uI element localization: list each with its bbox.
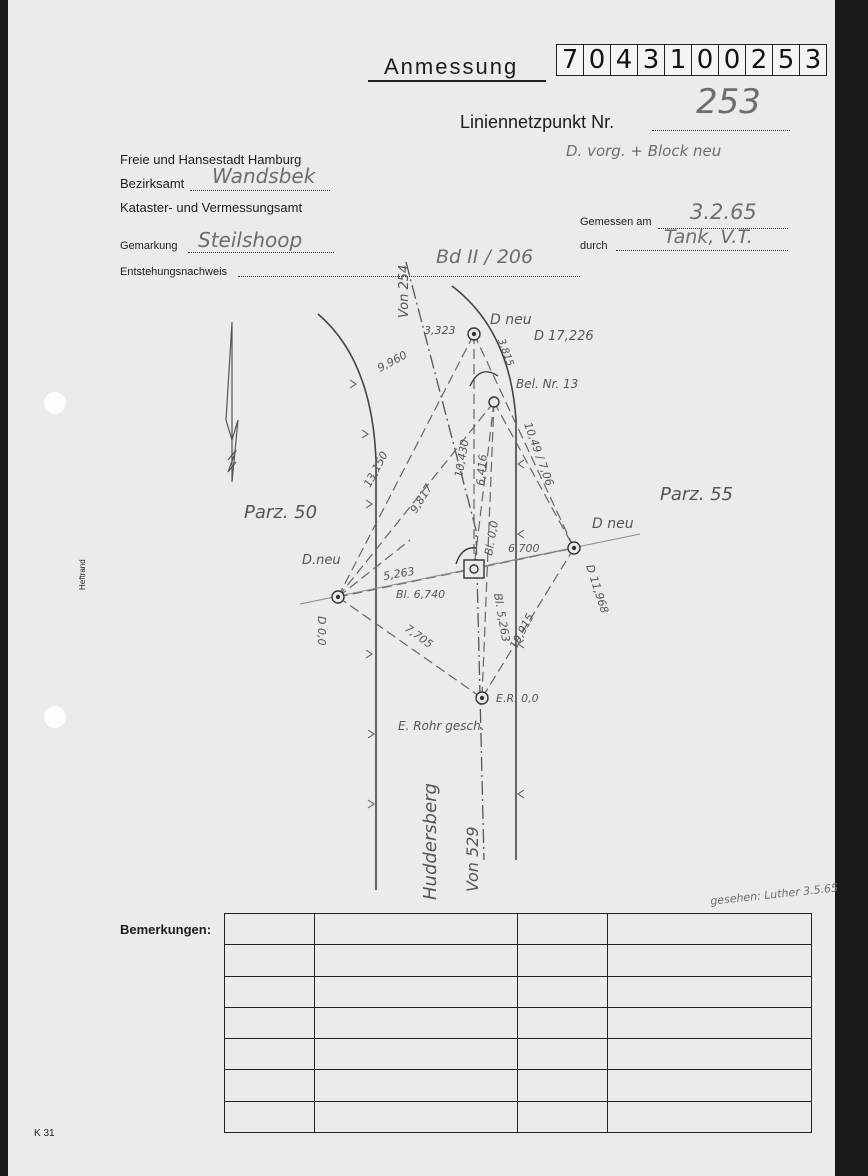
digit: 1 [665,45,692,75]
authority-line3: Kataster- und Vermessungsamt [120,200,303,215]
measure-3323: 3,323 [424,324,456,337]
remarks-table [224,913,812,1133]
table-row [225,914,812,945]
measure-13150: 13,150 [361,449,391,490]
form-title: Anmessung [384,54,519,79]
label-bel-nr: Bel. Nr. 13 [516,377,579,391]
table-row [225,976,812,1007]
label-bl-5263: Bl. 5,263 [491,592,513,643]
table-row [225,1007,812,1038]
liniennetzpunkt-label: Liniennetzpunkt Nr. [460,112,615,132]
measure-6416: 6,416 [474,453,490,487]
label-d-neu-right: D neu [592,516,634,532]
label-d-left-value: D 0,0 [315,616,328,646]
label-bl-6740: Bl. 6,740 [396,588,446,601]
gemarkung-value: Steilshoop [198,228,303,252]
measure-9960: 9,960 [375,348,410,375]
measure-10430: 10,430 [452,438,472,479]
label-er: E.R. 0,0 [496,692,539,705]
durch-value: Tank, V.T. [664,226,753,248]
road-edge-left [318,314,376,890]
entstehung-value: Bd II / 206 [436,246,534,268]
measure-7705: 7,705 [402,621,436,651]
gemarkung-label: Gemarkung [120,240,178,252]
label-d-neu-left: D.neu [302,553,341,568]
parcel-right-label: Parz. 55 [660,484,734,505]
label-d-top-value: D 17,226 [534,329,594,344]
label-d-right-value: D 11,968 [583,562,612,615]
digit: 5 [773,45,800,75]
digit: 3 [804,45,822,75]
street-from-label: Von 529 [463,826,482,892]
table-row [225,1039,812,1070]
durch-label: durch [580,240,608,252]
authority-line1: Freie und Hansestadt Hamburg [120,152,302,167]
gemessen-value: 3.2.65 [690,200,757,224]
digit: 0 [584,45,611,75]
measure-6700: 6,700 [508,542,540,555]
digit: 3 [638,45,665,75]
handwritten-note: D. vorg. + Block neu [566,142,722,160]
digit: 7 [557,45,584,75]
street-to-label: Von 254 [397,264,412,318]
bezirksamt-label: Bezirksamt [120,176,185,191]
measure-3815: 3,815 [495,337,516,368]
label-bl-zero: Bl. 0,0 [482,519,502,557]
label-e-rohr: E. Rohr gesch. [398,719,485,733]
bezirksamt-value: Wandsbek [212,164,316,188]
table-row [225,945,812,976]
north-arrow-icon [226,322,238,482]
digit: 4 [611,45,638,75]
heftrand-label: Heftrand [78,559,87,590]
digit: 0 [719,45,746,75]
table-row [225,1101,812,1132]
signature: gesehen: Luther 3.5.65 [709,881,839,908]
measure-9817: 9,817 [407,481,436,516]
entstehung-label: Entstehungsnachweis [120,266,228,278]
form-code: K 31 [34,1128,55,1139]
label-d-neu-top: D neu [490,312,532,328]
liniennetzpunkt-value: 253 [696,82,761,122]
gemessen-label: Gemessen am [580,216,652,228]
digit: 0 [692,45,719,75]
measure-5263: 5,263 [382,564,416,583]
digit: 2 [746,45,773,75]
parcel-left-label: Parz. 50 [244,502,318,523]
measure-10915: 10,915 [507,611,537,652]
street-name-label: Huddersberg [420,783,441,900]
table-row [225,1070,812,1101]
measure-10497: 10,49 / 7,06 [521,420,557,488]
remarks-label: Bemerkungen: [120,922,212,937]
